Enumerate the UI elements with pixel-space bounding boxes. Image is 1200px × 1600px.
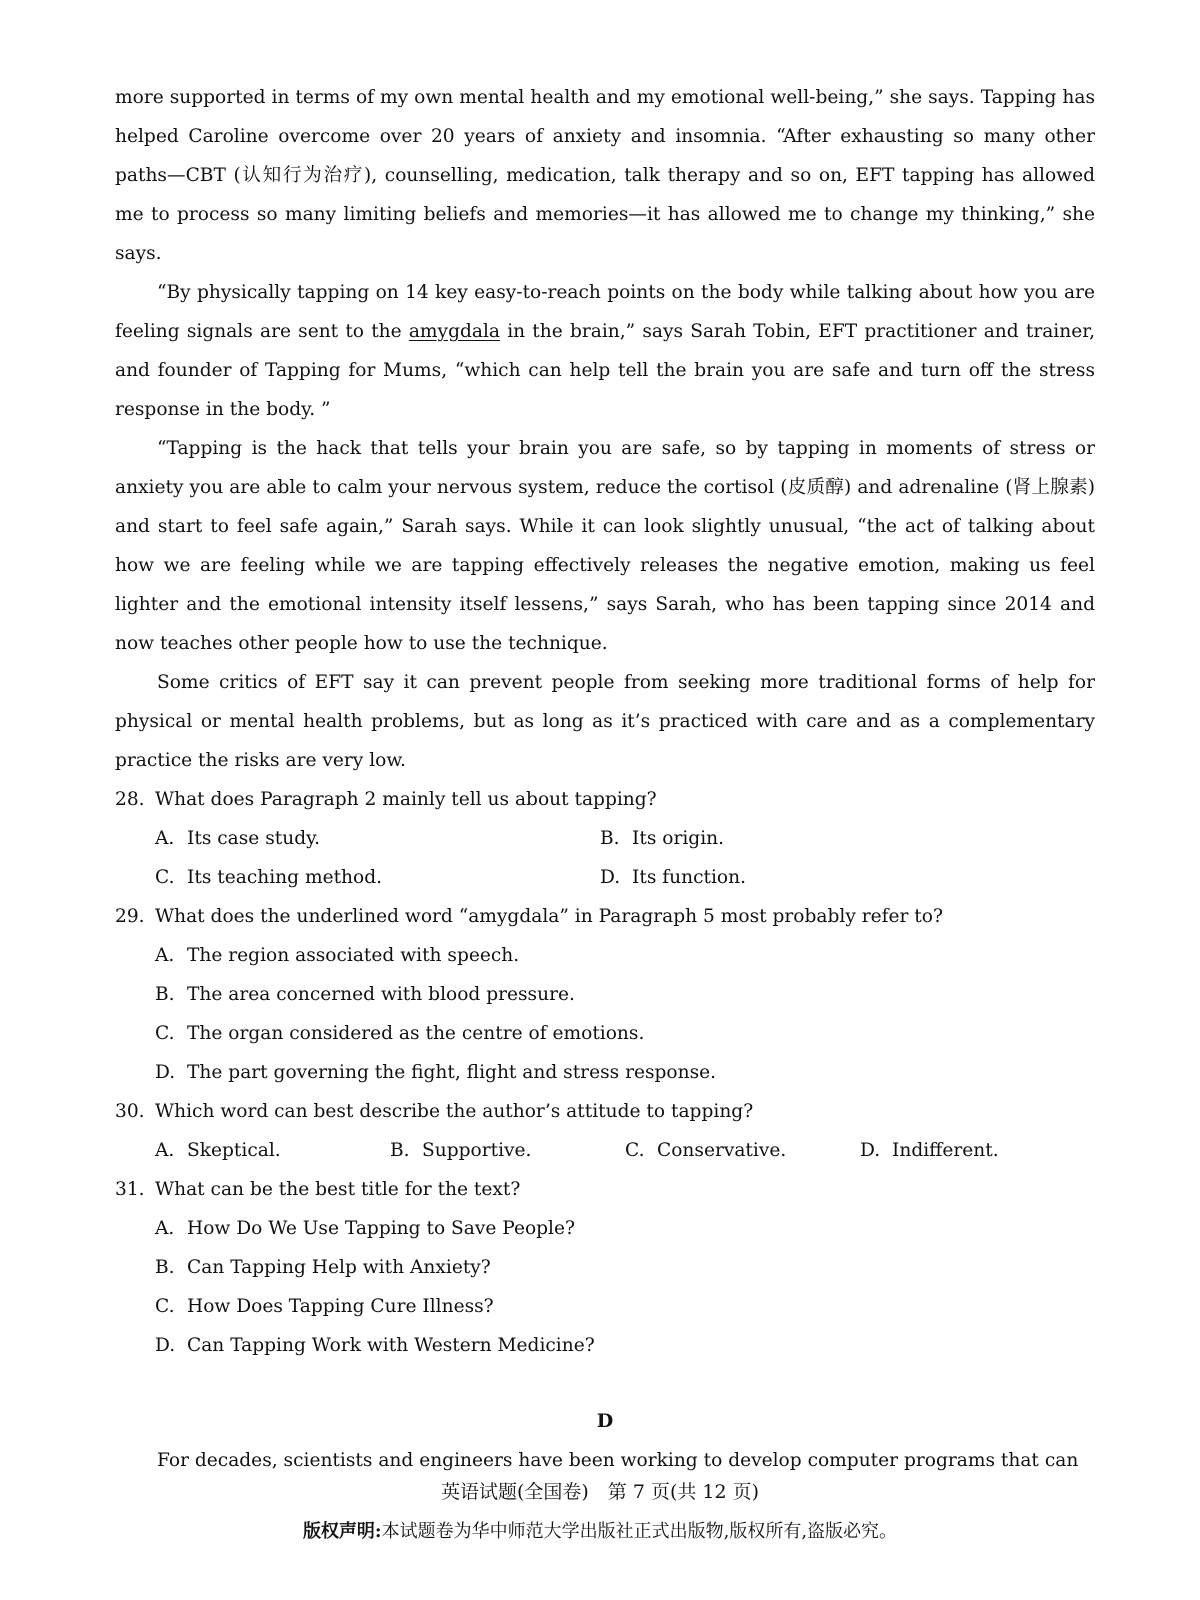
question-number: 28.	[115, 789, 145, 810]
paragraph-2-start: “By physically tapping on 14 key easy-to-reach points on the body while talking about how you are feeling signals are sent to the	[115, 282, 1095, 342]
option-c[interactable]: C. How Does Tapping Cure Illness?	[155, 1296, 494, 1317]
question-30-options	[115, 1131, 1095, 1170]
option-d[interactable]: D. The part governing the fight, flight and stress response.	[155, 1062, 717, 1083]
question-29	[115, 897, 1095, 936]
option-a[interactable]: A. How Do We Use Tapping to Save People?	[155, 1218, 575, 1239]
option-a[interactable]: A. Its case study.	[155, 828, 321, 849]
question-number: 30.	[115, 1101, 145, 1122]
option-b[interactable]: B. The area concerned with blood pressure.	[155, 984, 575, 1005]
option-d[interactable]: D. Its function.	[600, 867, 747, 888]
question-text: What does the underlined word “amygdala” in Paragraph 5 most probably refer to?	[155, 906, 943, 927]
underlined-word-amygdala: amygdala	[408, 321, 500, 342]
section-d-first-line: For decades, scientists and engineers have been working to develop computer programs that can	[157, 1450, 1079, 1471]
paragraph-2-end: in the brain,” says Sarah Tobin, EFT practitioner and trainer, and founder of Tapping for Mums, “which can help tell the brain you are safe and turn off the stress response in the body. ”	[115, 321, 1095, 420]
question-text: What can be the best title for the text?	[155, 1179, 521, 1200]
option-b[interactable]: B. Supportive.	[390, 1140, 532, 1161]
question-number: 29.	[115, 906, 145, 927]
copyright-notice	[0, 1517, 1200, 1543]
question-31	[115, 1170, 1095, 1209]
question-28-options-2	[115, 858, 1095, 897]
copyright-label: 版权声明:	[302, 1521, 382, 1542]
page-footer: 英语试题(全国卷) 第 7 页(共 12 页)	[440, 1481, 760, 1503]
section-heading-d: D	[596, 1410, 614, 1432]
paragraph-1: more supported in terms of my own mental health and my emotional well-being,” she says. Tapping has helped Caroline overcome over 20 years of anxiety and insomnia. “After exhausting so many other paths—CBT (认知行为治疗), counselling, medication, talk therapy and so on, EFT tapping has allowed me to process so many limiting beliefs and memories—it has allowed me to change my thinking,” she says.	[115, 87, 1095, 264]
question-28	[115, 780, 1095, 819]
option-a[interactable]: A. Skeptical.	[155, 1140, 281, 1161]
option-c[interactable]: C. The organ considered as the centre of emotions.	[155, 1023, 645, 1044]
question-text: What does Paragraph 2 mainly tell us about tapping?	[155, 789, 657, 810]
exam-page	[115, 78, 1095, 1480]
option-b[interactable]: B. Can Tapping Help with Anxiety?	[155, 1257, 491, 1278]
copyright-text: 本试题卷为华中师范大学出版社正式出版物,版权所有,盗版必究。	[381, 1521, 898, 1542]
question-number: 31.	[115, 1179, 145, 1200]
question-text: Which word can best describe the author’s attitude to tapping?	[155, 1101, 754, 1122]
question-30	[115, 1092, 1095, 1131]
question-28-options	[115, 819, 1095, 858]
paragraph-2	[115, 273, 1095, 429]
option-c[interactable]: C. Its teaching method.	[155, 867, 383, 888]
option-d[interactable]: D. Can Tapping Work with Western Medicine?	[155, 1335, 595, 1356]
option-b[interactable]: B. Its origin.	[600, 828, 725, 849]
paragraph-3: “Tapping is the hack that tells your brain you are safe, so by tapping in moments of stress or anxiety you are able to calm your nervous system, reduce the cortisol (皮质醇) and adrenaline (肾上腺素) and start to feel safe again,” Sarah says. While it can look slightly unusual, “the act of talking about how we are feeling while we are tapping effectively releases the negative emotion, making us feel lighter and the emotional intensity itself lessens,” says Sarah, who has been tapping since 2014 and now teaches other people how to use the technique.	[115, 438, 1095, 654]
option-a[interactable]: A. The region associated with speech.	[155, 945, 520, 966]
paragraph-4: Some critics of EFT say it can prevent people from seeking more traditional forms of help for physical or mental health problems, but as long as it’s practiced with care and as a complementary practice the risks are very low.	[115, 672, 1095, 771]
option-c[interactable]: C. Conservative.	[625, 1140, 787, 1161]
option-d[interactable]: D. Indifferent.	[860, 1140, 999, 1161]
